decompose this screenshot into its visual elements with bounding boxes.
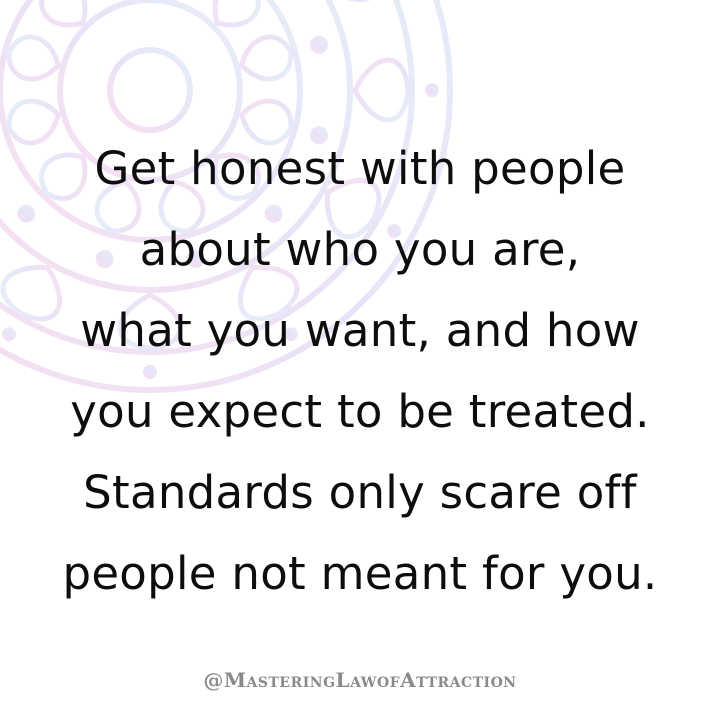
quote-line-3: what you want, and how	[80, 304, 640, 357]
quote-text	[0, 128, 720, 614]
author-handle: @MasteringLawofAttraction	[203, 668, 517, 692]
quote-line-4: you expect to be treated.	[70, 385, 650, 438]
quote-line-1: Get honest with people	[94, 142, 626, 195]
quote-line-2: about who you are,	[139, 223, 581, 276]
quote-line-5: Standards only scare off	[83, 466, 637, 519]
quote-line-6: people not meant for you.	[62, 547, 658, 600]
